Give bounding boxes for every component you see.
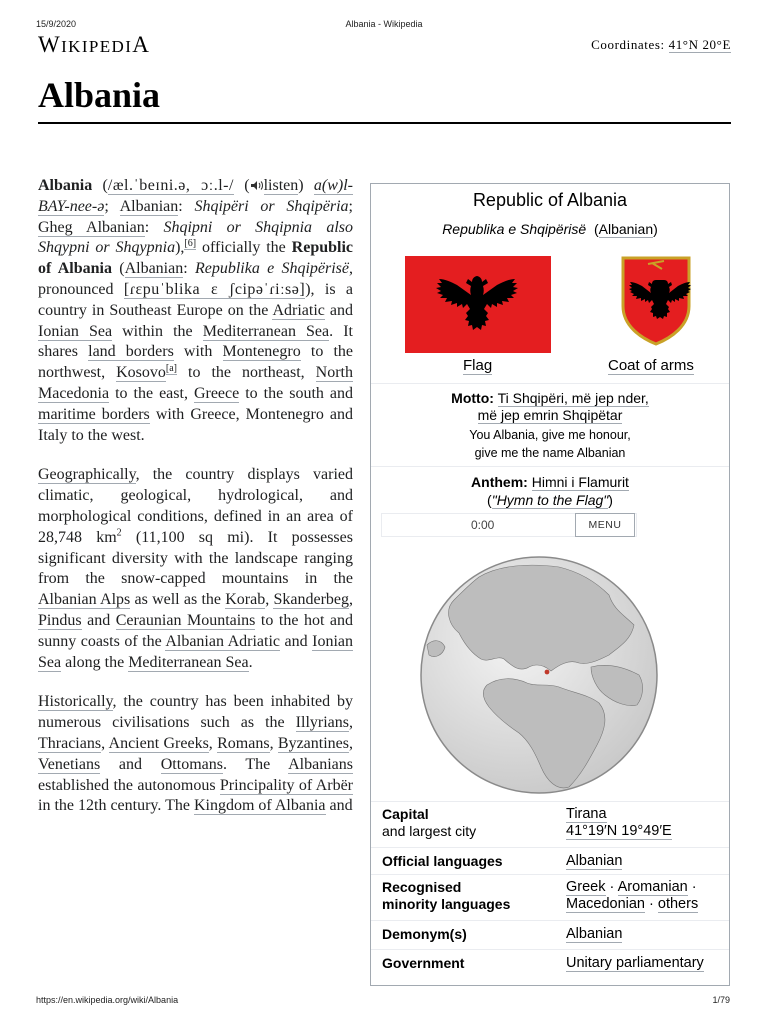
- anthem-link[interactable]: Himni i Flamurit: [531, 474, 629, 490]
- inline-link[interactable]: Greece: [193, 384, 240, 402]
- motto-translation-2: give me the name Albanian: [474, 446, 626, 460]
- coordinates[interactable]: [591, 37, 731, 53]
- inline-text: ·: [605, 879, 618, 895]
- capital-label-text: Capital: [382, 806, 429, 822]
- native-lang-link[interactable]: Albanian: [598, 221, 654, 237]
- inline-link[interactable]: /æl.ˈbeɪni.ə, ɔː.l-/: [107, 177, 234, 194]
- inline-text: ): [298, 177, 314, 194]
- print-date: 15/9/2020: [36, 19, 77, 29]
- inline-link[interactable]: land borders: [88, 343, 174, 361]
- inline-link[interactable]: Mediterranean Sea: [128, 653, 249, 671]
- inline-link[interactable]: Ancient Greeks: [108, 734, 209, 752]
- inline-text: 2: [116, 527, 122, 539]
- inline-text: :: [183, 260, 195, 278]
- inline-text: ,: [208, 734, 218, 752]
- government-value[interactable]: Unitary parliamentary: [566, 955, 704, 971]
- inline-text: ),: [175, 239, 185, 257]
- inline-text: (: [92, 177, 108, 194]
- motto-line-1[interactable]: Ti Shqipëri, më jep nder,: [497, 390, 649, 406]
- divider: [371, 383, 729, 384]
- inline-text: along the: [61, 653, 129, 671]
- inline-text: Shqipni or Shqipnia also Shqypni or Shqypnia: [38, 218, 353, 257]
- coordinates-label: Coordinates:: [591, 37, 665, 52]
- inline-link[interactable]: Albanian: [124, 260, 184, 278]
- anthem-label: Anthem:: [471, 474, 528, 490]
- lead-section: [38, 176, 353, 836]
- orthographic-map[interactable]: [419, 555, 659, 795]
- inline-text: to the northeast,: [177, 364, 316, 382]
- infobox-native-name: Republika e Shqipërisë (Albanian): [442, 221, 658, 237]
- native-name: Republika e Shqipërisë: [442, 221, 587, 237]
- infobox-title: Republic of Albania: [472, 190, 628, 210]
- inline-text: and: [100, 755, 161, 773]
- inline-text: within the: [112, 322, 203, 340]
- motto-label: Motto:: [451, 390, 494, 406]
- inline-link[interactable]: Gheg Albanian: [38, 218, 145, 236]
- page-title: Albania: [38, 75, 161, 115]
- inline-link[interactable]: others: [657, 896, 699, 912]
- motto-translation: [371, 426, 729, 462]
- inline-link[interactable]: Byzantines: [277, 734, 349, 752]
- inline-text: (: [233, 177, 250, 194]
- minority-languages-value: [566, 879, 726, 913]
- government-label: Government: [382, 955, 465, 971]
- inline-text: to the south and: [239, 384, 353, 402]
- inline-text: to the east,: [109, 384, 194, 402]
- inline-link[interactable]: Albanians: [288, 755, 353, 773]
- shield-icon: [621, 256, 691, 346]
- inline-link[interactable]: [6]: [184, 238, 197, 250]
- inline-text: with: [173, 343, 223, 361]
- inline-link[interactable]: Kosovo: [116, 364, 166, 382]
- inline-link[interactable]: Thracians: [38, 734, 102, 752]
- inline-link[interactable]: Ionian Sea: [38, 632, 353, 671]
- capital-link[interactable]: Tirana: [566, 806, 607, 822]
- inline-text: (: [111, 260, 125, 278]
- inline-link[interactable]: Pindus: [38, 611, 82, 629]
- coat-of-arms-image[interactable]: [621, 256, 691, 346]
- albania-marker: [545, 670, 550, 675]
- inline-link[interactable]: maritime borders: [38, 405, 150, 423]
- inline-link[interactable]: Historically: [38, 693, 113, 711]
- inline-text: ,: [269, 734, 278, 752]
- inline-link[interactable]: Montenegro: [222, 343, 301, 361]
- audio-time: 0:00: [471, 518, 495, 532]
- inline-link[interactable]: Korab: [225, 591, 266, 609]
- inline-link[interactable]: Ceraunian Mountains: [115, 611, 256, 629]
- inline-text: .: [248, 653, 253, 671]
- inline-text: ,: [101, 734, 109, 752]
- divider: [371, 847, 729, 848]
- print-title: Albania - Wikipedia: [345, 19, 423, 29]
- lead-paragraph-1: [38, 176, 353, 446]
- minority-label-2: minority languages: [382, 896, 511, 912]
- inline-link[interactable]: Ionian Sea: [38, 322, 113, 340]
- audio-menu-button[interactable]: MENU: [575, 513, 635, 537]
- inline-link[interactable]: Aromanian: [617, 879, 688, 895]
- speaker-icon[interactable]: [250, 177, 264, 188]
- divider: [371, 466, 729, 467]
- inline-text: , the country has been inhabited by numerous civilisations such as the: [38, 693, 353, 732]
- motto: [371, 390, 729, 424]
- inline-text: established the autonomous: [38, 776, 220, 794]
- inline-link[interactable]: Albanian Alps: [38, 591, 131, 609]
- inline-text: ,: [349, 734, 353, 752]
- motto-translation-1: You Albania, give me honour,: [469, 428, 631, 442]
- inline-text: ,: [349, 591, 354, 609]
- inline-link[interactable]: North Macedonia: [38, 364, 353, 402]
- wikipedia-logo[interactable]: WIKIPEDIA: [38, 32, 151, 57]
- inline-link[interactable]: Skanderbeg: [273, 591, 350, 609]
- inline-link[interactable]: a(w)l-BAY-nee-ə: [38, 177, 354, 215]
- flag-caption[interactable]: Flag: [463, 357, 493, 374]
- official-languages-value[interactable]: Albanian: [566, 853, 623, 869]
- inline-text: to the hot and sunny coasts of the: [38, 611, 353, 650]
- anthem: Anthem: Himni i Flamurit ("Hymn to the Flag"): [471, 474, 629, 508]
- inline-text: , the country displays varied climatic, geological, hydrological, and morphological conditions, defined in an area of 28,748 km: [38, 466, 353, 546]
- inline-text: . It shares: [38, 322, 353, 361]
- lead-paragraph-2: [38, 465, 353, 673]
- bold-text: Republic of Albania: [38, 239, 353, 278]
- inline-link[interactable]: Romans: [217, 734, 270, 752]
- inline-text: :: [178, 197, 195, 215]
- demonym-label: Demonym(s): [382, 926, 467, 942]
- arms-caption[interactable]: Coat of arms: [608, 357, 694, 374]
- inline-link[interactable]: Geographically: [38, 466, 136, 484]
- divider: [371, 920, 729, 921]
- bold-text: Albania: [38, 177, 93, 194]
- infobox: [370, 183, 730, 986]
- minority-label-1: Recognised: [382, 879, 462, 895]
- inline-text: :: [144, 218, 164, 236]
- inline-text: ;: [104, 197, 120, 215]
- divider: [371, 801, 729, 802]
- lead-paragraph-3: [38, 692, 353, 817]
- capital-value: [566, 806, 672, 840]
- print-page-number: 1/79: [712, 995, 730, 1005]
- inline-text: (11,100 sq mi). It possesses significant diversity with the landscape ranging from the snow-capped mountains in the: [38, 528, 353, 588]
- eagle-icon: [405, 256, 551, 353]
- inline-text: in the 12th century. The: [38, 797, 194, 815]
- minority-languages-label: [382, 879, 510, 913]
- official-languages-label: Official languages: [382, 853, 503, 869]
- capital-label: [382, 806, 476, 840]
- title-divider: [38, 122, 731, 124]
- inline-link[interactable]: Macedonian: [566, 896, 645, 912]
- inline-text: Shqipëri or Shqipëria: [194, 197, 349, 215]
- inline-text: , pronounced: [38, 260, 354, 298]
- inline-text: and: [280, 632, 313, 650]
- motto-line-2[interactable]: më jep emrin Shqipëtar: [477, 407, 623, 423]
- inline-text: . The: [222, 755, 289, 773]
- inline-link[interactable]: Albanian: [119, 197, 179, 215]
- inline-link[interactable]: Adriatic: [272, 301, 325, 319]
- print-url: https://en.wikipedia.org/wiki/Albania: [36, 995, 179, 1005]
- inline-text: Republika e Shqipërisë: [194, 260, 350, 278]
- demonym-value[interactable]: Albanian: [566, 926, 623, 942]
- divider: [371, 874, 729, 875]
- inline-text: ;: [348, 197, 353, 215]
- inline-text: and: [325, 797, 353, 815]
- anthem-translation[interactable]: "Hymn to the Flag": [491, 492, 609, 508]
- inline-link[interactable]: Albanian Adriatic: [165, 632, 281, 650]
- inline-text: ·: [645, 896, 658, 912]
- capital-sub: and largest city: [382, 823, 477, 839]
- coordinates-value[interactable]: 41°N 20°E: [668, 37, 731, 52]
- inline-link[interactable]: [a]: [165, 362, 177, 374]
- inline-text: with Greece, Montenegro and Italy to the west.: [38, 405, 353, 444]
- inline-text: to the northwest,: [38, 343, 354, 382]
- inline-link[interactable]: [ɾɛpuˈblika ɛ ʃcipəˈɾiːsə]: [123, 280, 306, 298]
- inline-text: ), is a country in Southeast Europe on the: [38, 280, 354, 319]
- inline-text: and: [81, 611, 116, 629]
- capital-coordinates[interactable]: 41°19′N 19°49′E: [566, 823, 672, 839]
- inline-text: and: [324, 301, 354, 319]
- inline-link[interactable]: Venetians: [38, 755, 101, 773]
- inline-text: as well as the: [130, 591, 226, 609]
- inline-text: ·: [687, 879, 697, 895]
- inline-link[interactable]: Ottomans: [160, 755, 223, 773]
- inline-link[interactable]: listen: [263, 177, 299, 194]
- inline-link[interactable]: Kingdom of Albania: [193, 797, 326, 815]
- inline-text: ,: [265, 591, 274, 609]
- flag-image[interactable]: [405, 256, 551, 353]
- inline-link[interactable]: Greek: [566, 879, 606, 895]
- inline-link[interactable]: Mediterranean Sea: [202, 322, 330, 340]
- inline-link[interactable]: Illyrians: [295, 714, 349, 732]
- inline-text: ,: [349, 714, 353, 732]
- inline-text: officially the: [196, 239, 292, 257]
- inline-link[interactable]: Principality of Arbër: [219, 776, 353, 794]
- divider: [371, 949, 729, 950]
